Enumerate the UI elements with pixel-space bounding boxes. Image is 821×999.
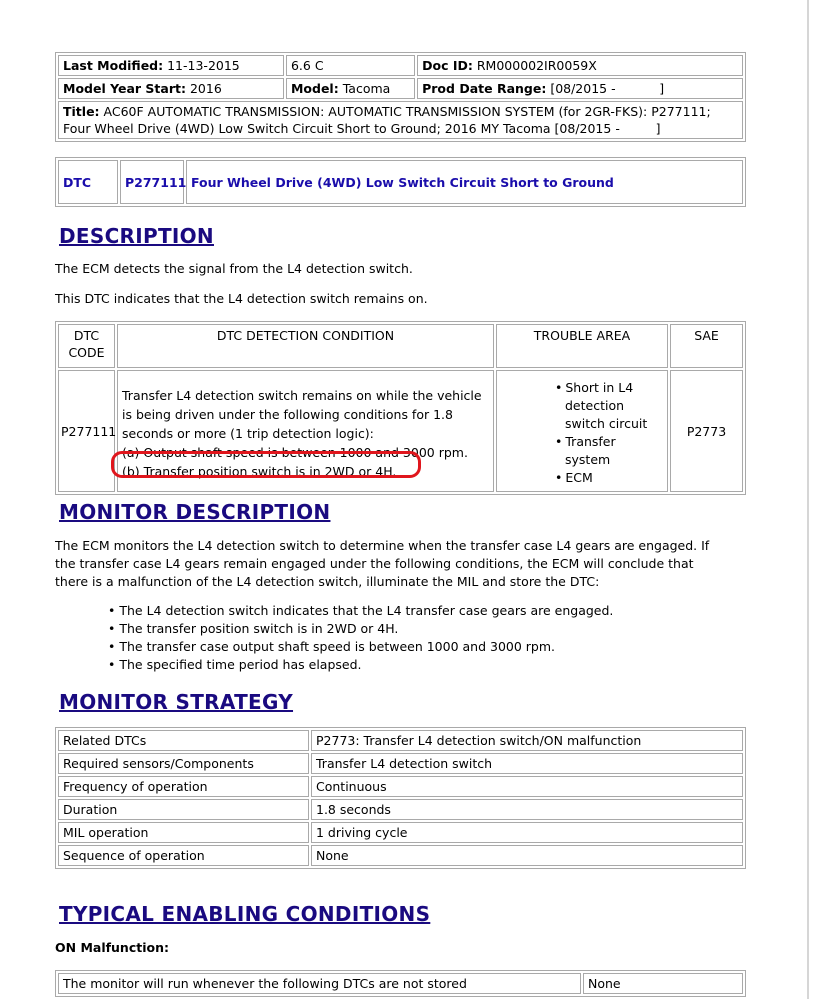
enabling-value: None xyxy=(583,973,743,994)
monitor-description-heading: MONITOR DESCRIPTION xyxy=(59,500,331,524)
dtc-label[interactable]: DTC xyxy=(58,160,118,204)
prod-date-cell: Prod Date Range: [08/2015 - ] xyxy=(417,78,743,99)
strategy-label: MIL operation xyxy=(58,822,309,843)
list-item: • The transfer position switch is in 2WD or 4H. xyxy=(120,620,613,638)
trouble-area-list xyxy=(496,370,668,492)
enabling-conditions-table xyxy=(55,970,746,997)
highlight-annotation-oval xyxy=(111,451,421,478)
enabling-label: The monitor will run whenever the following DTCs are not stored xyxy=(58,973,581,994)
monitor-strategy-heading: MONITOR STRATEGY xyxy=(59,690,294,714)
dtc-name-link[interactable]: Four Wheel Drive (4WD) Low Switch Circuit Short to Ground xyxy=(186,160,743,204)
strategy-value: P2773: Transfer L4 detection switch/ON malfunction xyxy=(311,730,743,751)
model-cell: Model: Tacoma xyxy=(286,78,415,99)
list-item: • The transfer case output shaft speed is between 1000 and 3000 rpm. xyxy=(120,638,613,656)
monitor-description-para: The ECM monitors the L4 detection switch to determine when the transfer case L4 gears are engaged. If the transfer case L4 gears remain engaged under the following conditions, the ECM will conclude that there is a malfunction of the L4 detection switch, illuminate the MIL and store the DTC: xyxy=(55,538,710,589)
table-row xyxy=(58,776,743,797)
col-header-trouble-area: TROUBLE AREA xyxy=(496,324,668,368)
condition-line-1: Transfer L4 detection switch remains on while the vehicle is being driven under the following conditions for 1.8 seconds or more (1 trip detection logic): xyxy=(122,387,482,441)
strategy-value: None xyxy=(311,845,743,866)
col-header-sae: SAE xyxy=(670,324,743,368)
description-heading: DESCRIPTION xyxy=(59,224,214,248)
description-para-1: The ECM detects the signal from the L4 detection switch. xyxy=(55,261,413,276)
table-row xyxy=(58,730,743,751)
version-cell: 6.6 C xyxy=(286,55,415,76)
strategy-value: Continuous xyxy=(311,776,743,797)
strategy-value: 1.8 seconds xyxy=(311,799,743,820)
table-row xyxy=(58,799,743,820)
doc-id-cell: Doc ID: RM000002IR0059X xyxy=(417,55,743,76)
col-header-condition: DTC DETECTION CONDITION xyxy=(117,324,494,368)
strategy-label: Required sensors/Components xyxy=(58,753,309,774)
trouble-area-item: • Transfer system xyxy=(555,433,663,469)
enabling-conditions-heading: TYPICAL ENABLING CONDITIONS xyxy=(59,902,431,926)
last-modified-cell: Last Modified: 11-13-2015 xyxy=(58,55,284,76)
table-row xyxy=(58,973,743,994)
table-row xyxy=(58,845,743,866)
document-header-table xyxy=(55,52,746,142)
trouble-area-item: • ECM xyxy=(555,469,663,487)
monitor-strategy-table xyxy=(55,727,746,869)
strategy-value: 1 driving cycle xyxy=(311,822,743,843)
strategy-label: Related DTCs xyxy=(58,730,309,751)
table-row xyxy=(58,822,743,843)
trouble-area-item: • Short in L4 detection switch circuit xyxy=(555,379,663,433)
title-cell: Title: AC60F AUTOMATIC TRANSMISSION: AUTOMATIC TRANSMISSION SYSTEM (for 2GR-FKS): P277111; Four Wheel Drive (4WD) Low Switch Circuit Short to Ground; 2016 MY Tacoma [08/2015 - ] xyxy=(58,101,743,139)
description-para-2: This DTC indicates that the L4 detection switch remains on. xyxy=(55,291,428,306)
list-item: • The L4 detection switch indicates that the L4 transfer case gears are engaged. xyxy=(120,602,613,620)
table-row xyxy=(58,753,743,774)
strategy-label: Frequency of operation xyxy=(58,776,309,797)
dtc-code-value: P277111 xyxy=(58,370,115,492)
col-header-dtc-code: DTC CODE xyxy=(58,324,115,368)
strategy-value: Transfer L4 detection switch xyxy=(311,753,743,774)
sae-value: P2773 xyxy=(670,370,743,492)
strategy-label: Duration xyxy=(58,799,309,820)
condition-line-a: (a) Output shaft speed is between 1000 and 3000 rpm. xyxy=(122,444,468,460)
on-malfunction-subheading: ON Malfunction: xyxy=(55,940,169,955)
condition-line-b: (b) Transfer position switch is in 2WD or 4H. xyxy=(122,463,397,479)
dtc-title-bar xyxy=(55,157,746,207)
model-year-cell: Model Year Start: 2016 xyxy=(58,78,284,99)
page-edge-divider xyxy=(807,0,809,999)
monitor-conditions-list xyxy=(96,602,613,674)
strategy-label: Sequence of operation xyxy=(58,845,309,866)
list-item: • The specified time period has elapsed. xyxy=(120,656,613,674)
dtc-code-link[interactable]: P277111 xyxy=(120,160,184,204)
